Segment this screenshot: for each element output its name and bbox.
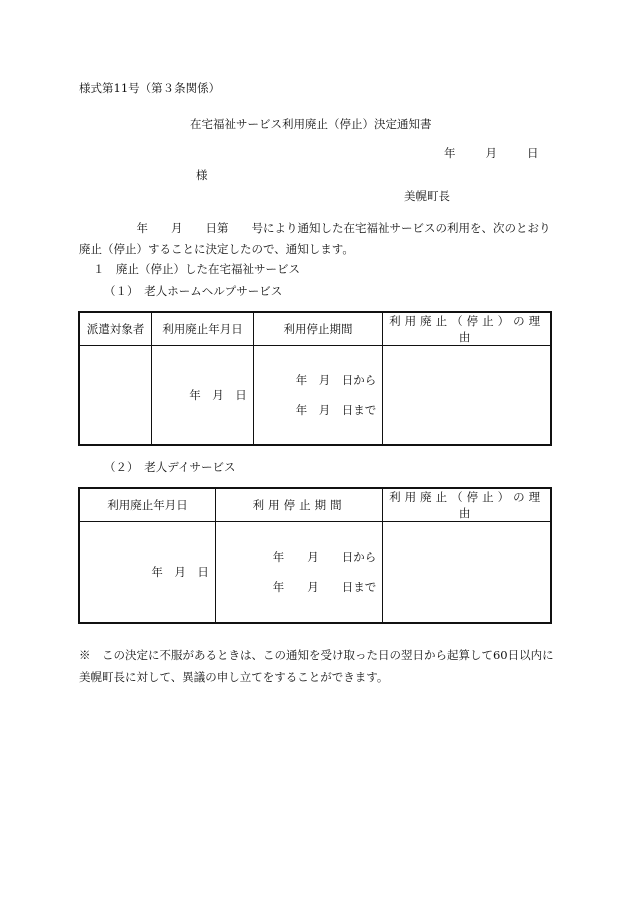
- issue-date: [444, 148, 539, 160]
- cell-abolish-date[interactable]: 年 月 日: [79, 522, 215, 624]
- period-from: 年 月 日から: [272, 550, 377, 564]
- date-year: 年: [444, 146, 456, 160]
- table-row: [79, 522, 551, 624]
- col-header-suspend-period: 利用停止期間: [215, 488, 382, 522]
- home-help-table: [78, 311, 552, 446]
- issuer-name: 美幌町長: [404, 189, 450, 203]
- table-header-row: [79, 312, 551, 346]
- recipient-suffix: 様: [196, 168, 208, 182]
- subsection-home-help: （１） 老人ホームヘルプサービス: [104, 284, 283, 298]
- cell-suspend-period[interactable]: [215, 522, 382, 624]
- cell-abolish-date[interactable]: 年 月 日: [152, 346, 254, 446]
- cell-reason[interactable]: [383, 522, 551, 624]
- col-header-reason: 利用廃止（停止）の理由: [383, 312, 551, 346]
- period-to: 年 月 日まで: [295, 403, 377, 417]
- table-header-row: [79, 488, 551, 522]
- page-title: 在宅福祉サービス利用廃止（停止）決定通知書: [190, 117, 432, 131]
- cell-suspend-period[interactable]: [253, 346, 382, 446]
- date-day: 日: [527, 146, 539, 160]
- col-header-reason: 利用廃止（停止）の理由: [383, 488, 551, 522]
- col-header-suspend-period: 利用停止期間: [253, 312, 382, 346]
- cell-recipient[interactable]: [79, 346, 152, 446]
- subsection-day-service: （２） 老人デイサービス: [104, 460, 236, 474]
- day-service-table: [78, 487, 552, 624]
- notice-paragraph: 年 月 日第 号により通知した在宅福祉サービスの利用を、次のとおり廃止（停止）することに決定したので、通知します。: [79, 221, 551, 256]
- table-row: [79, 346, 551, 446]
- date-month: 月: [485, 146, 497, 160]
- col-header-abolish-date: 利用廃止年月日: [79, 488, 215, 522]
- section-heading-1: １ 廃止（停止）した在宅福祉サービス: [93, 262, 300, 276]
- col-header-abolish-date: 利用廃止年月日: [152, 312, 254, 346]
- period-to: 年 月 日まで: [272, 580, 377, 594]
- col-header-recipient: 派遣対象者: [79, 312, 152, 346]
- appeal-note: ※ この決定に不服があるときは、この通知を受け取った日の翌日から起算して60日以内に美幌町長に対して、異議の申し立てをすることができます。: [79, 648, 554, 684]
- period-from: 年 月 日から: [295, 373, 377, 387]
- cell-reason[interactable]: [383, 346, 551, 446]
- form-number: 様式第11号（第３条関係）: [79, 81, 221, 95]
